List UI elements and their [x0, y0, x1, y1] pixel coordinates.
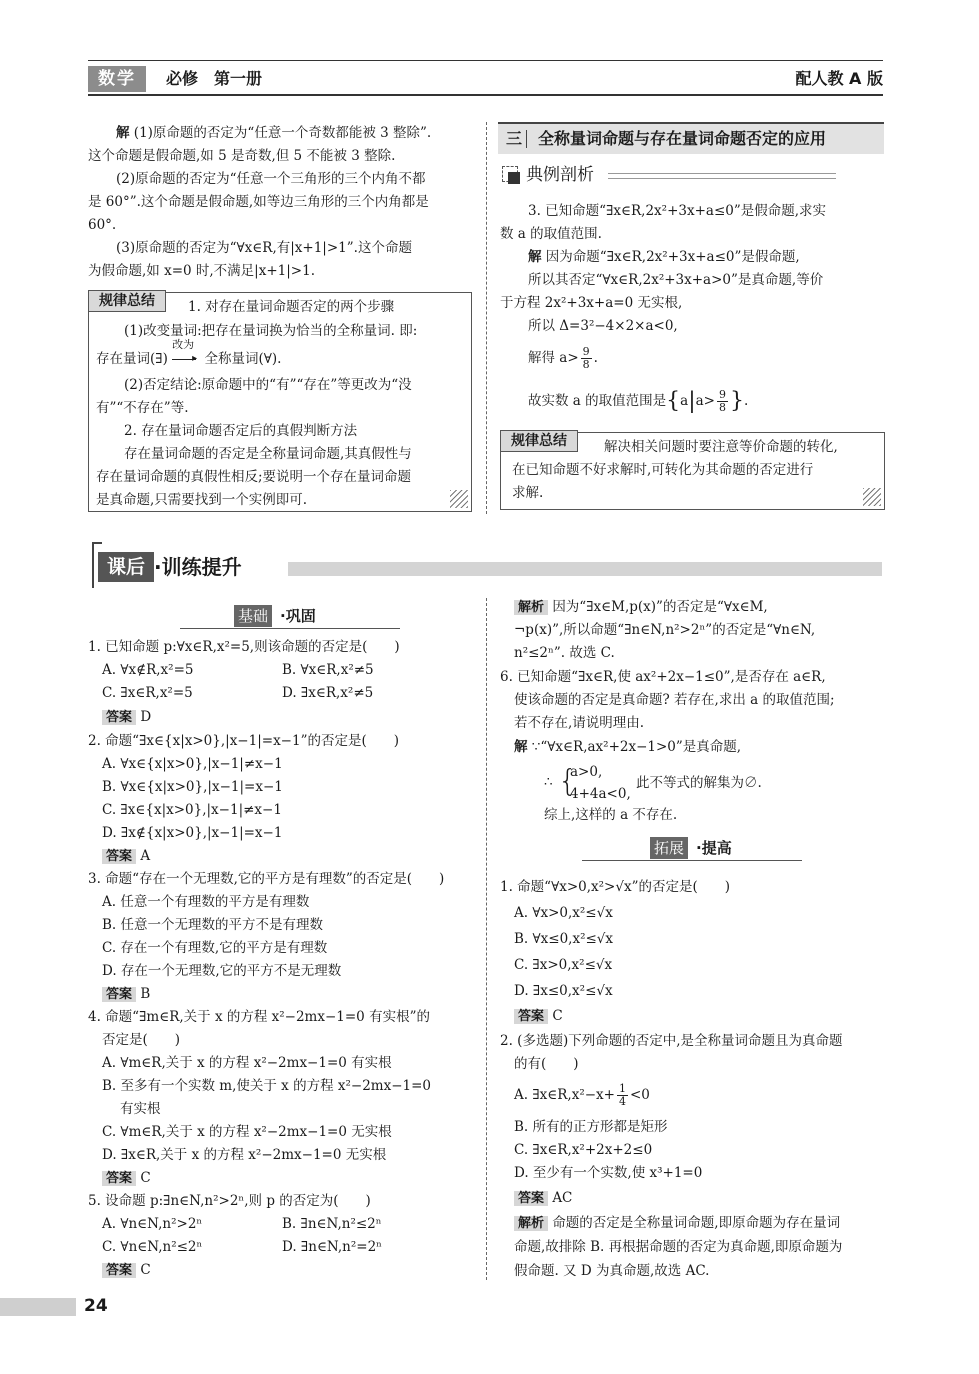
answer-row — [102, 1259, 151, 1281]
option: C. ∀n∈N,n²≤2ⁿ — [102, 1239, 203, 1255]
option: B. ∀x≤0,x²≤√x — [514, 931, 614, 947]
option: D. 存在一个无理数,它的平方不是无理数 — [102, 963, 342, 979]
top-column-divider — [486, 122, 487, 514]
right-summary-line: 求解. — [512, 485, 544, 501]
option: A. ∀m∈R,关于 x 的方程 x²−2mx−1=0 有实根 — [102, 1055, 392, 1071]
option: C. ∃x>0,x²≤√x — [514, 957, 613, 973]
example-rule — [608, 173, 836, 179]
section-heading — [498, 122, 884, 154]
question-6-cont: 使该命题的否定是真命题? 若存在,求出 a 的取值范围; — [514, 692, 835, 708]
example-sol-line: 于方程 2x²+3x+a=0 无实根, — [500, 295, 683, 311]
example-heading — [502, 164, 836, 188]
training-banner — [88, 542, 883, 588]
solution-line-7: 为假命题,如 x=0 时,不满足|x+1|>1. — [88, 263, 315, 279]
option: A. ∀x>0,x²≤√x — [514, 905, 613, 921]
system-note: 此不等式的解集为∅. — [636, 775, 762, 791]
analysis-5-line: 解析 因为“∃x∈M,p(x)”的否定是“∀x∈M, — [514, 596, 768, 618]
header — [88, 60, 883, 96]
answer-row — [102, 983, 150, 1005]
option: A. 任意一个有理数的平方是有理数 — [102, 894, 310, 910]
header-edition: 配人教 A 版 — [795, 69, 883, 88]
summary-line: 存在量词命题的否定是全称量词命题,其真假性与 — [124, 446, 412, 462]
bottom-column-divider — [486, 598, 487, 1280]
answer-label: 答案 — [514, 1191, 548, 1206]
example-range-line: 故实数 a 的取值范围是{a|a> $\frac{9}{8}$ }. — [528, 388, 749, 414]
answer-label: 答案 — [102, 849, 136, 864]
answer-value: B — [140, 986, 151, 1002]
option: C. ∃x∈R,x²=5 — [102, 685, 193, 701]
solution-line-1: 解 (1)原命题的否定为“任意一个奇数都能被 3 整除”. — [116, 125, 432, 141]
section-number: 三 — [506, 129, 523, 148]
right-questions — [500, 596, 886, 1286]
example-question-line: 3. 已知命题“∃x∈R,2x²+3x+a≤0”是假命题,求实 — [528, 203, 827, 219]
analysis-label: 解析 — [514, 600, 548, 615]
summary-point-1: 1. 对存在量词命题否定的两个步骤 — [188, 299, 395, 315]
option: D. ∃n∈N,n²=2ⁿ — [282, 1239, 383, 1255]
answer-label: 答案 — [102, 710, 136, 725]
answer-value: D — [140, 709, 152, 725]
answer-label: 答案 — [514, 1009, 548, 1024]
answer-row — [102, 706, 151, 728]
answer-label: 答案 — [102, 1171, 136, 1186]
solution-line-3: (2)原命题的否定为“任意一个三角形的三个内角不都 — [116, 171, 426, 187]
analysis-5-line: n²≤2ⁿ”. 故选 C. — [514, 645, 615, 661]
page-number: 24 — [84, 1296, 108, 1316]
summary-point-2: 2. 存在量词命题否定后的真假判断方法 — [124, 423, 358, 439]
question-4-cont: 否定是( ) — [102, 1032, 181, 1048]
q6-system: ∴ { a>0, 4+4a<0, 此不等式的解集为∅. — [544, 764, 762, 802]
option: C. 存在一个有理数,它的平方是有理数 — [102, 940, 328, 956]
summary-line: (1)改变量词:把存在量词换为恰当的全称量词. 即: — [124, 323, 418, 339]
option: C. ∃x∈R,x²+2x+2≤0 — [514, 1142, 653, 1158]
question-5: 5. 设命题 p:∃n∈N,n²>2ⁿ,则 p 的否定为( ) — [88, 1193, 371, 1209]
jie-label: 解 — [528, 249, 542, 265]
option: D. ∃x∈R,x²≠5 — [282, 685, 374, 701]
basic-suffix: ·巩固 — [280, 607, 316, 625]
answer-label: 答案 — [102, 1263, 136, 1278]
question-4: 4. 命题“∃m∈R,关于 x 的方程 x²−2mx−1=0 有实根”的 — [88, 1009, 430, 1025]
left-top-solution — [88, 122, 473, 292]
header-bottom-rule — [88, 94, 883, 96]
basic-heading — [180, 604, 400, 630]
ext-question-1: 1. 命题“∀x>0,x²>√x”的否定是( ) — [500, 879, 731, 895]
answer-row — [102, 1167, 151, 1189]
summary-arrow-line: 存在量词(∃) 改为 ▸ 全称量词(∀). — [96, 337, 282, 367]
solution-line-2: 这个命题是假命题,如 5 是奇数,但 5 不能被 3 整除. — [88, 148, 396, 164]
fraction: $\frac{9}{8}$ — [582, 345, 590, 371]
banner-title: ·训练提升 — [154, 555, 242, 579]
q6-solution: 解 ∵“∀x∈R,ax²+2x−1>0”是真命题, — [514, 739, 742, 755]
option: A. ∀n∈N,n²>2ⁿ — [102, 1216, 203, 1232]
option: C. ∃x∈{x|x>0},|x−1|≠x−1 — [102, 802, 282, 818]
answer-row — [514, 1187, 572, 1209]
header-book: 必修 第一册 — [166, 69, 263, 88]
example-sol-line: 解 因为命题“∃x∈R,2x²+3x+a≤0”是假命题, — [528, 249, 800, 265]
option: D. 至少有一个实数,使 x³+1=0 — [514, 1165, 703, 1181]
extend-tag: 拓展 — [650, 837, 688, 859]
option: A. ∀x∈{x|x>0},|x−1|≠x−1 — [102, 756, 283, 772]
option: B. 所有的正方形都是矩形 — [514, 1119, 668, 1135]
answer-value: C — [140, 1170, 151, 1186]
footer-bar — [0, 1298, 76, 1316]
extend-heading — [582, 836, 802, 862]
option: A. ∀x∉R,x²=5 — [102, 662, 194, 678]
example-sol-line: 解得 a> $\frac{9}{8}$ . — [528, 345, 598, 371]
section-title: 全称量词命题与存在量词命题否定的应用 — [538, 129, 827, 148]
example-sol-line: 所以 Δ=3²−4×2×a<0, — [528, 318, 678, 334]
header-subject: 数学 — [88, 66, 146, 92]
solution-line-5: 60°. — [88, 217, 117, 233]
analysis-label: 解析 — [514, 1216, 548, 1231]
right-summary-tag: 规律总结 — [500, 430, 578, 452]
answer-value: A — [140, 848, 151, 864]
question-6-cont: 若不存在,请说明理由. — [514, 715, 645, 731]
example-3 — [500, 200, 886, 422]
answer-row — [102, 845, 150, 867]
option-a: A. ∃x∈R,x²−x+ $\frac{1}{4}$ <0 — [514, 1082, 650, 1108]
fraction: $\frac{1}{4}$ — [618, 1082, 626, 1108]
ext-question-2: 2. (多选题)下列命题的否定中,是全称量词命题且为真命题 — [500, 1033, 843, 1049]
answer-value: AC — [552, 1190, 573, 1206]
solution-line-4: 是 60°”.这个命题是假命题,如等边三角形的三个内角都是 — [88, 194, 429, 210]
banner-tag: 课后 — [98, 552, 154, 582]
right-summary-corner — [863, 488, 881, 506]
question-2: 2. 命题“∃x∈{x|x>0},|x−1|=x−1”的否定是( ) — [88, 733, 400, 749]
option: B. 至多有一个实数 m,使关于 x 的方程 x²−2mx−1=0 — [102, 1078, 432, 1094]
q6-conclusion: 综上,这样的 a 不存在. — [544, 807, 678, 823]
summary-line: 存在量词命题的真假性相反;要说明一个存在量词命题 — [96, 469, 412, 485]
left-summary-tag: 规律总结 — [88, 290, 166, 312]
answer-value: C — [140, 1262, 151, 1278]
answer-label: 答案 — [102, 987, 136, 1002]
example-title: 典例剖析 — [526, 165, 594, 185]
left-questions — [88, 636, 480, 1286]
option: D. ∃x∉{x|x>0},|x−1|=x−1 — [102, 825, 283, 841]
banner-bar — [288, 562, 882, 576]
option: D. ∃x≤0,x²≤√x — [514, 983, 613, 999]
question-1: 1. 已知命题 p:∀x∈R,x²=5,则该命题的否定是( ) — [88, 639, 400, 655]
analysis-line: 假命题. 又 D 为真命题,故选 AC. — [514, 1263, 710, 1279]
option: B. ∀x∈R,x²≠5 — [282, 662, 374, 678]
right-summary-line: 解决相关问题时要注意等价命题的转化, — [604, 439, 838, 455]
answer-value: C — [552, 1008, 563, 1024]
ext-question-2-cont: 的有( ) — [514, 1056, 579, 1072]
analysis-line: 解析 命题的否定是全称量词命题,即原命题为存在量词 — [514, 1212, 840, 1234]
example-question-line: 数 a 的取值范围. — [500, 226, 602, 242]
option: C. ∀m∈R,关于 x 的方程 x²−2mx−1=0 无实根 — [102, 1124, 392, 1140]
option: 有实根 — [120, 1101, 161, 1117]
basic-tag: 基础 — [234, 605, 272, 627]
option: D. ∃x∈R,关于 x 的方程 x²−2mx−1=0 无实根 — [102, 1147, 387, 1163]
left-summary-content — [96, 296, 468, 506]
option: B. ∀x∈{x|x>0},|x−1|=x−1 — [102, 779, 283, 795]
solution-line-6: (3)原命题的否定为“∀x∈R,有|x+1|>1”.这个命题 — [116, 240, 412, 256]
analysis-line: 命题,故排除 B. 再根据命题的否定为真命题,即原命题为 — [514, 1239, 843, 1255]
arrow-change: 改为 ▸ — [172, 337, 198, 364]
summary-line: 有”“不存在”等. — [96, 400, 189, 416]
extend-suffix: ·提高 — [696, 839, 732, 857]
question-3: 3. 命题“存在一个无理数,它的平方是有理数”的否定是( ) — [88, 871, 445, 887]
jie-label: 解 — [116, 125, 130, 141]
option: B. 任意一个无理数的平方不是有理数 — [102, 917, 324, 933]
jie-label: 解 — [514, 739, 528, 755]
right-summary-line: 在已知命题不好求解时,可转化为其命题的否定进行 — [512, 462, 814, 478]
system-line-2: 4+4a<0, — [570, 786, 631, 802]
fraction: $\frac{9}{8}$ — [719, 388, 726, 414]
option: B. ∃n∈N,n²≤2ⁿ — [282, 1216, 382, 1232]
summary-line: (2)否定结论:原命题中的“有”“存在”等更改为“没 — [124, 377, 412, 393]
summary-line: 是真命题,只需要找到一个实例即可. — [96, 492, 308, 508]
analysis-5-line: ¬p(x)”,所以命题“∃n∈N,n²>2ⁿ”的否定是“∀n∈N, — [514, 622, 816, 638]
header-top-rule — [88, 60, 883, 61]
answer-row — [514, 1005, 563, 1027]
system-line-1: a>0, — [570, 764, 603, 780]
example-sol-line: 所以其否定“∀x∈R,2x²+3x+a>0”是真命题,等价 — [528, 272, 824, 288]
question-6: 6. 已知命题“∃x∈R,使 ax²+2x−1≤0”,是否存在 a∈R, — [500, 669, 826, 685]
